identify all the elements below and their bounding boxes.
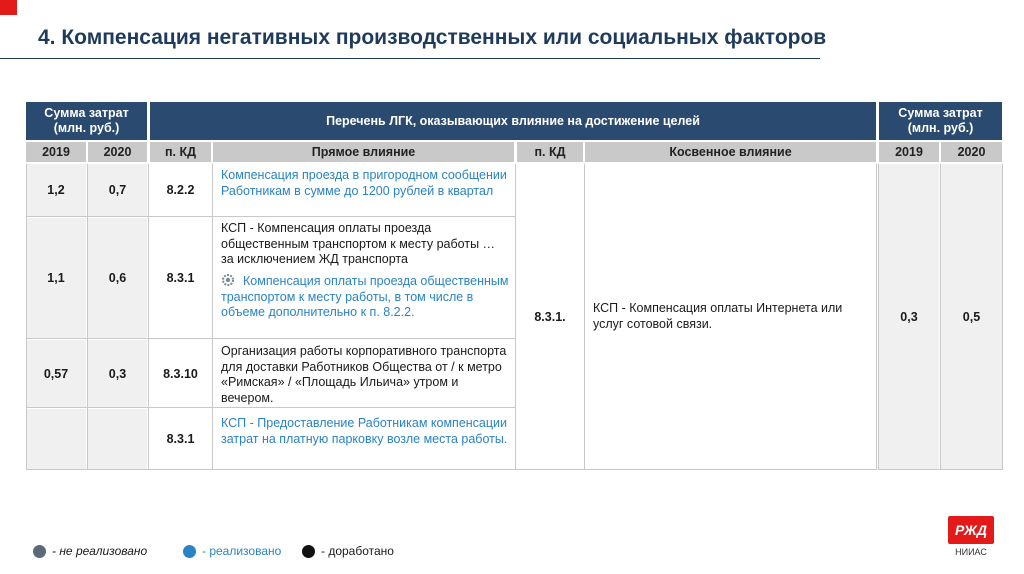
header-lgk-list: Перечень ЛГК, оказывающих влияние на достижение целей	[150, 102, 876, 140]
row3-direct-text: Организация работы корпоративного транспорта для доставки Работников Общества от / к метро «Римская» / «Площадь Ильича» утром и вечером.	[221, 344, 507, 405]
col-indirect: Косвенное влияние	[585, 142, 876, 162]
row4-kd: 8.3.1	[150, 409, 211, 469]
header-right-cost: Сумма затрат (млн. руб.)	[879, 102, 1002, 140]
row4-direct-text: КСП - Предоставление Работникам компенсации затрат на платную парковку возле места работы.	[221, 416, 508, 446]
row4-2019	[26, 409, 86, 469]
grid-line	[878, 469, 1003, 470]
grid-line	[876, 164, 877, 469]
grid-line	[26, 164, 27, 469]
legend-label: - доработано	[321, 544, 394, 558]
grid-line	[940, 164, 941, 469]
col-2020: 2020	[88, 142, 147, 162]
row2-direct-text-b-label: Компенсация оплаты проезда общественным транспортом к месту работы, в том числе в объеме дополнительно к п. 8.2.2.	[221, 274, 509, 319]
grid-line	[26, 407, 516, 408]
grid-line	[26, 216, 516, 217]
legend-implemented	[183, 544, 281, 558]
page-title: 4. Компенсация негативных производственных или социальных факторов	[38, 26, 827, 49]
grid-line	[878, 164, 879, 469]
gear-icon	[221, 273, 235, 287]
grid-line	[584, 164, 585, 469]
row1-kd: 8.2.2	[150, 164, 211, 216]
indirect-kd: 8.3.1.	[517, 164, 583, 469]
legend-label: - не реализовано	[52, 544, 148, 558]
legend-not-implemented	[33, 544, 147, 558]
header-left-cost: Сумма затрат (млн. руб.)	[26, 102, 147, 140]
rzd-logo: РЖД	[948, 516, 994, 544]
indirect-r2019: 0,3	[879, 164, 939, 469]
col-kd2: п. КД	[517, 142, 583, 162]
grid-line	[1002, 164, 1003, 469]
grid-line	[26, 469, 877, 470]
row2-direct-text-b	[221, 273, 509, 321]
row4-2020	[88, 409, 147, 469]
row3-kd: 8.3.10	[150, 340, 211, 407]
row3-2020: 0,3	[88, 340, 147, 407]
legend-reworked	[302, 544, 394, 558]
grid-line	[148, 164, 149, 469]
row1-direct-text: Компенсация проезда в пригородном сообщении Работникам в сумме до 1200 рублей в квартал	[221, 168, 507, 198]
grid-line	[212, 164, 213, 469]
col-r2020: 2020	[941, 142, 1002, 162]
row2-direct-text-a: КСП - Компенсация оплаты проезда общественным транспортом к месту работы … за исключением ЖД транспорта	[221, 221, 496, 266]
row2-2019: 1,1	[26, 218, 86, 338]
grid-line	[515, 164, 516, 469]
row3-2019: 0,57	[26, 340, 86, 407]
col-2019: 2019	[26, 142, 86, 162]
row2-2020: 0,6	[88, 218, 147, 338]
indirect-text: КСП - Компенсация оплаты Интернета или услуг сотовой связи.	[593, 301, 843, 331]
title-divider	[0, 58, 820, 59]
circle-icon	[183, 545, 196, 558]
circle-icon	[33, 545, 46, 558]
corner-accent	[0, 0, 17, 15]
col-r2019: 2019	[879, 142, 939, 162]
col-kd: п. КД	[150, 142, 211, 162]
row2-kd: 8.3.1	[150, 218, 211, 338]
row1-2019: 1,2	[26, 164, 86, 216]
circle-icon	[302, 545, 315, 558]
row1-2020: 0,7	[88, 164, 147, 216]
grid-line	[26, 338, 516, 339]
indirect-r2020: 0,5	[941, 164, 1002, 469]
logo-caption: НИИАС	[955, 547, 987, 557]
grid-line	[87, 164, 88, 469]
legend-label: - реализовано	[202, 544, 282, 558]
col-direct: Прямое влияние	[213, 142, 514, 162]
